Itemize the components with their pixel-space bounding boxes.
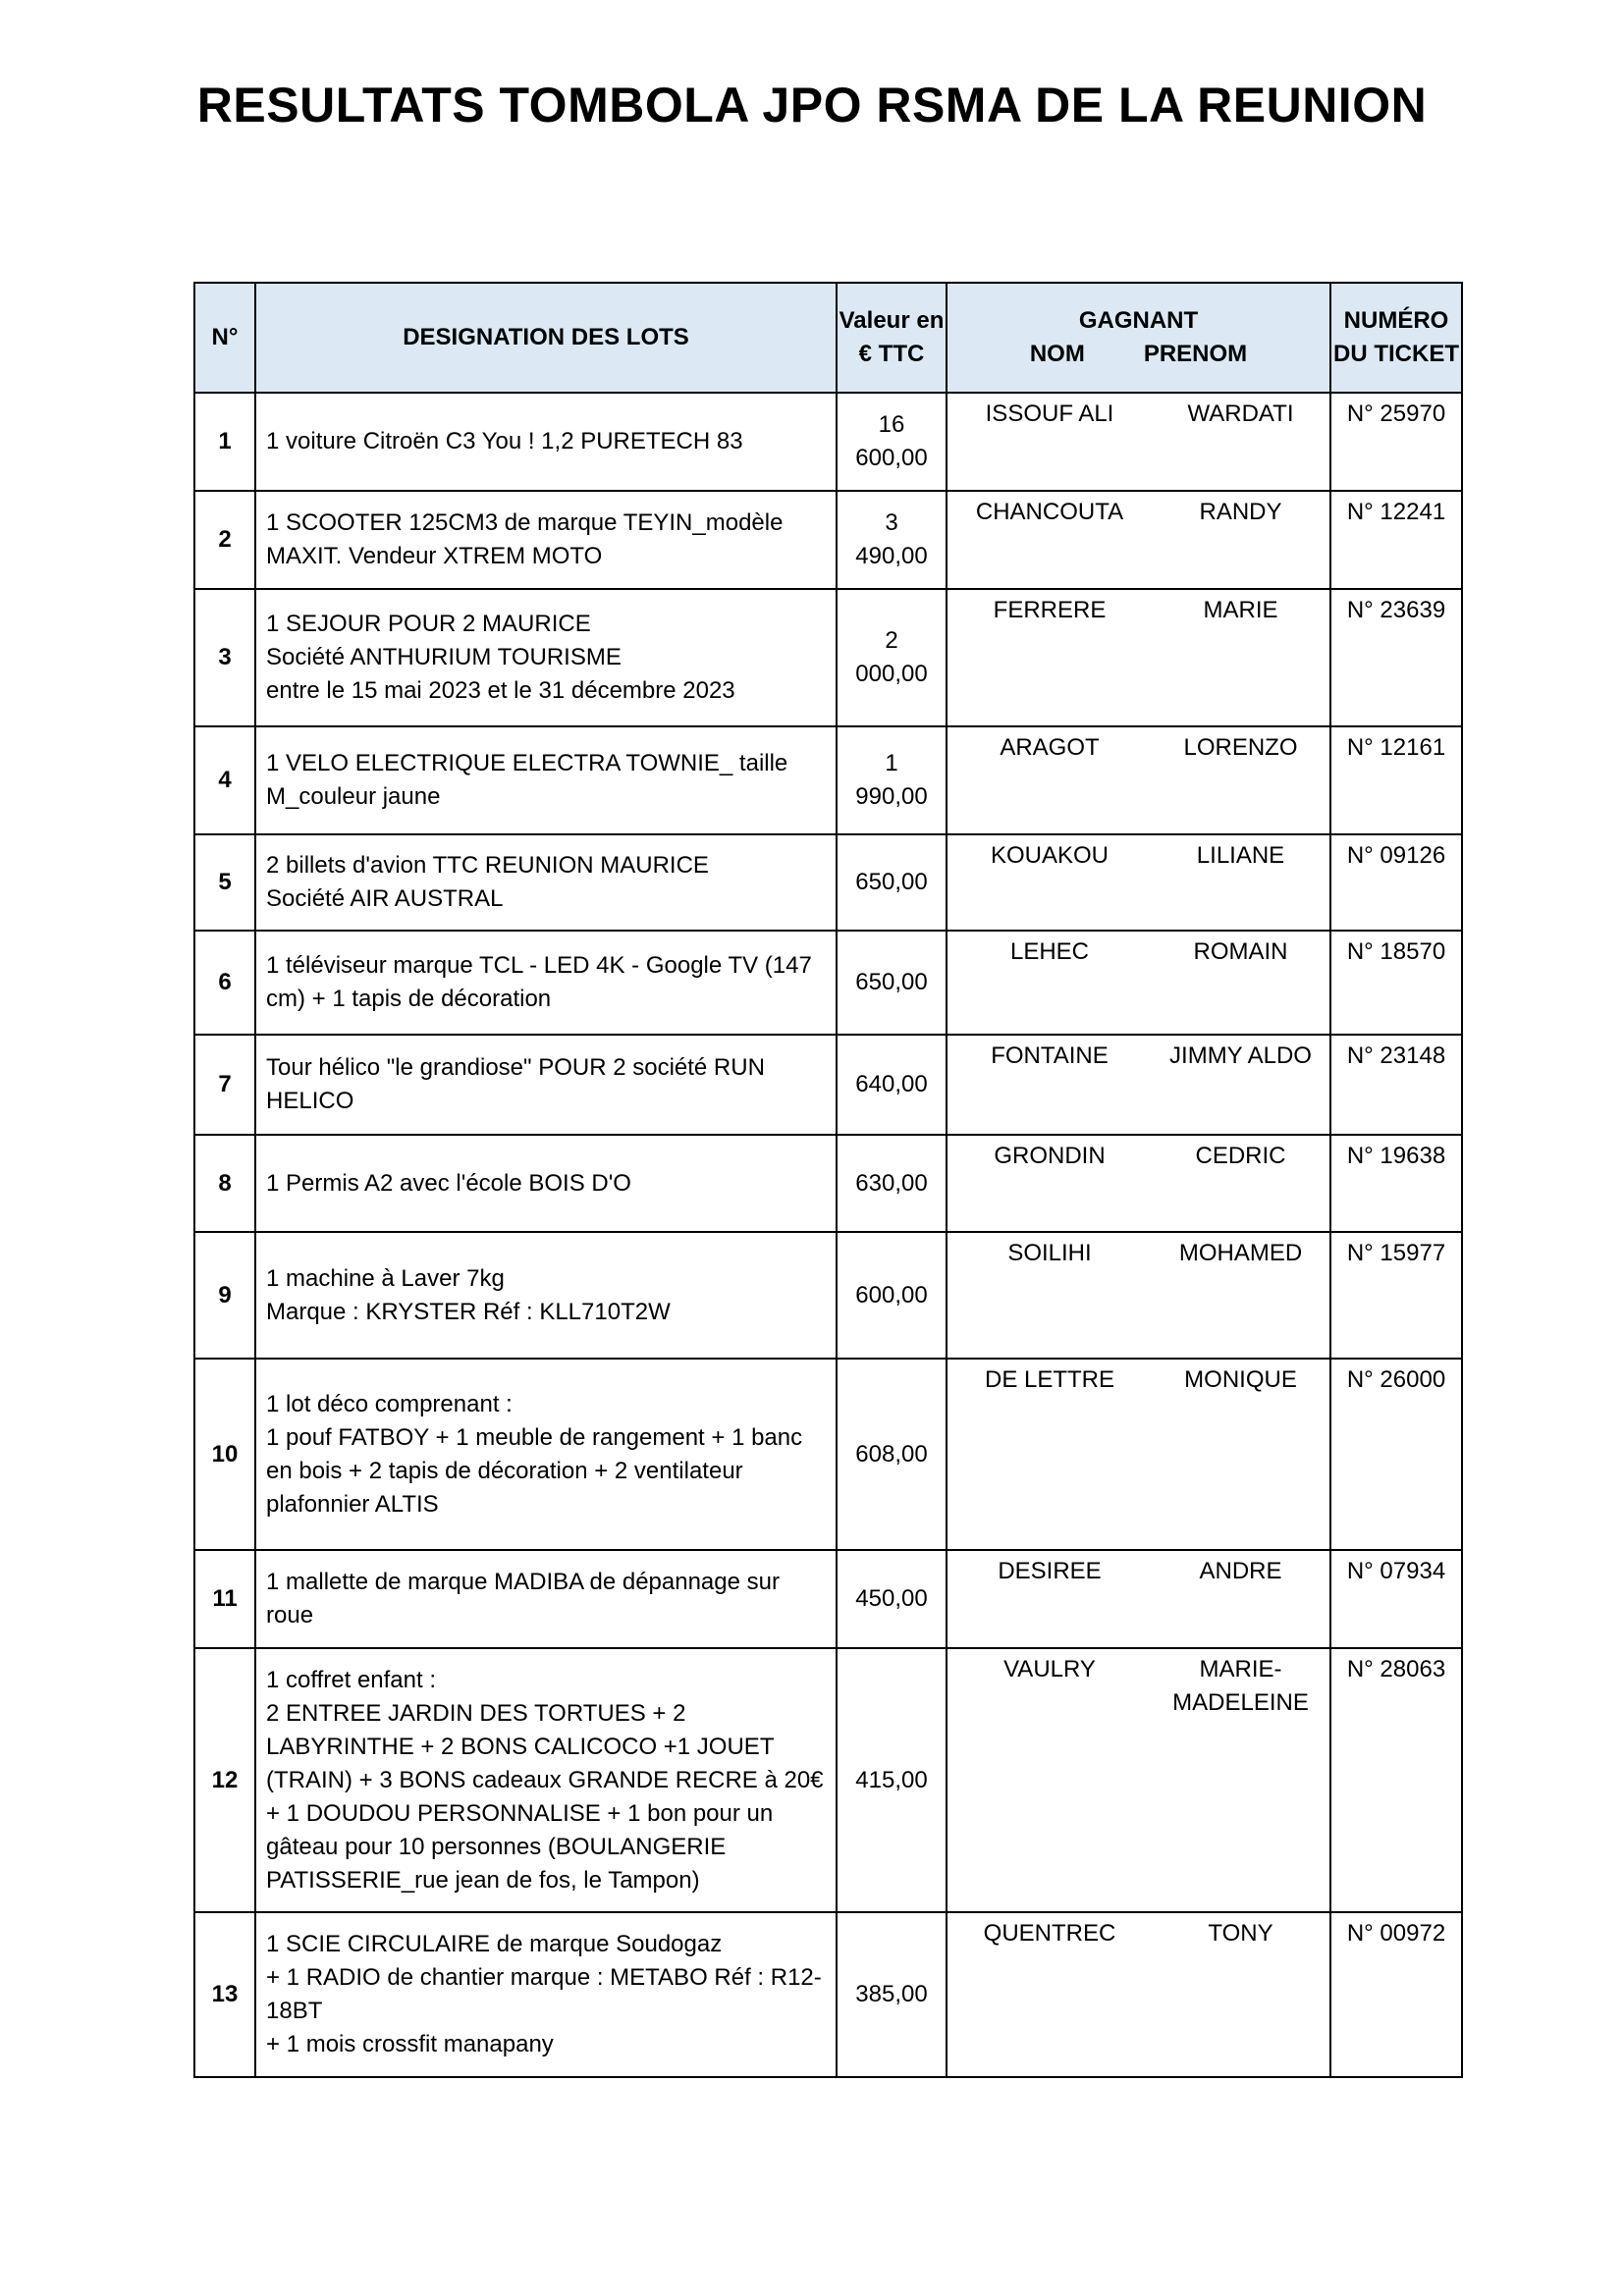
lot-designation: 1 SCOOTER 125CM3 de marque TEYIN_modèle MAXIT. Vendeur XTREM MOTO — [255, 491, 837, 589]
ticket-number: N° 26000 — [1330, 1359, 1462, 1550]
header-nom: NOM — [1029, 341, 1085, 367]
lot-designation: Tour hélico "le grandiose" POUR 2 société RUN HELICO — [255, 1035, 837, 1135]
winner-nom: GRONDIN — [947, 1135, 1152, 1232]
winner-prenom: ROMAIN — [1152, 931, 1330, 1035]
lot-designation: 1 téléviseur marque TCL - LED 4K - Google TV (147 cm) + 1 tapis de décoration — [255, 931, 837, 1035]
winner-nom: KOUAKOU — [947, 834, 1152, 931]
lot-number: 7 — [194, 1035, 255, 1135]
ticket-number: N° 18570 — [1330, 931, 1462, 1035]
lot-number: 8 — [194, 1135, 255, 1232]
winner-nom: DE LETTRE — [947, 1359, 1152, 1550]
table-row — [194, 1359, 1462, 1550]
lot-value: 415,00 — [837, 1648, 947, 1912]
winner-nom: ISSOUF ALI — [947, 393, 1152, 491]
lot-designation: 1 Permis A2 avec l'école BOIS D'O — [255, 1135, 837, 1232]
winner-nom: DESIREE — [947, 1550, 1152, 1648]
lot-designation: 1 coffret enfant : 2 ENTREE JARDIN DES TORTUES + 2 LABYRINTHE + 2 BONS CALICOCO +1 JOUET (TRAIN) + 3 BONS cadeaux GRANDE RECRE à 20€ + 1 DOUDOU PERSONNALISE + 1 bon pour un gâteau pour 10 personnes (BOULANGERIE PATISSERIE_rue jean de fos, le Tampon) — [255, 1648, 837, 1912]
winner-nom: QUENTREC — [947, 1912, 1152, 2077]
lot-number: 10 — [194, 1359, 255, 1550]
winner-prenom: MOHAMED — [1152, 1232, 1330, 1359]
table-row — [194, 589, 1462, 726]
ticket-number: N° 09126 — [1330, 834, 1462, 931]
lot-designation: 1 SEJOUR POUR 2 MAURICE Société ANTHURIUM TOURISME entre le 15 mai 2023 et le 31 décembre 2023 — [255, 589, 837, 726]
table-row — [194, 1232, 1462, 1359]
winner-prenom: TONY — [1152, 1912, 1330, 2077]
winner-nom: FERRERE — [947, 589, 1152, 726]
winner-nom: LEHEC — [947, 931, 1152, 1035]
table-row — [194, 1035, 1462, 1135]
winner-nom: ARAGOT — [947, 726, 1152, 834]
header-designation: DESIGNATION DES LOTS — [255, 283, 837, 393]
winner-prenom: CEDRIC — [1152, 1135, 1330, 1232]
ticket-number: N° 15977 — [1330, 1232, 1462, 1359]
winner-prenom: WARDATI — [1152, 393, 1330, 491]
lot-number: 2 — [194, 491, 255, 589]
header-prenom: PRENOM — [1143, 341, 1248, 367]
table-row — [194, 931, 1462, 1035]
lot-designation: 1 voiture Citroën C3 You ! 1,2 PURETECH 83 — [255, 393, 837, 491]
winner-nom: VAULRY — [947, 1648, 1152, 1912]
lot-number: 6 — [194, 931, 255, 1035]
winner-nom: CHANCOUTA — [947, 491, 1152, 589]
lot-designation: 1 lot déco comprenant : 1 pouf FATBOY + 1 meuble de rangement + 1 banc en bois + 2 tapis de décoration + 2 ventilateur plafonnier ALTIS — [255, 1359, 837, 1550]
winner-prenom: JIMMY ALDO — [1152, 1035, 1330, 1135]
winner-prenom: RANDY — [1152, 491, 1330, 589]
page-title: RESULTATS TOMBOLA JPO RSMA DE LA REUNION — [196, 78, 1428, 133]
table-row — [194, 491, 1462, 589]
ticket-number: N° 28063 — [1330, 1648, 1462, 1912]
ticket-number: N° 12241 — [1330, 491, 1462, 589]
lot-value: 650,00 — [837, 834, 947, 931]
lot-number: 5 — [194, 834, 255, 931]
ticket-number: N° 12161 — [1330, 726, 1462, 834]
winner-prenom: LILIANE — [1152, 834, 1330, 931]
table-header-row — [194, 283, 1462, 393]
winner-prenom: LORENZO — [1152, 726, 1330, 834]
lot-value: 1 990,00 — [837, 726, 947, 834]
ticket-number: N° 19638 — [1330, 1135, 1462, 1232]
lot-value: 16 600,00 — [837, 393, 947, 491]
lot-designation: 2 billets d'avion TTC REUNION MAURICE Société AIR AUSTRAL — [255, 834, 837, 931]
lot-designation: 1 machine à Laver 7kg Marque : KRYSTER Réf : KLL710T2W — [255, 1232, 837, 1359]
lot-value: 650,00 — [837, 931, 947, 1035]
header-valeur-label: Valeur en € TTC — [839, 307, 945, 367]
lot-value: 2 000,00 — [837, 589, 947, 726]
header-ticket: NUMÉRO DU TICKET — [1330, 283, 1462, 393]
lot-value: 630,00 — [837, 1135, 947, 1232]
lot-number: 9 — [194, 1232, 255, 1359]
winner-prenom: MARIE — [1152, 589, 1330, 726]
lot-value: 600,00 — [837, 1232, 947, 1359]
lot-number: 4 — [194, 726, 255, 834]
results-table — [193, 282, 1463, 2078]
ticket-number: N° 23148 — [1330, 1035, 1462, 1135]
winner-nom: FONTAINE — [947, 1035, 1152, 1135]
lot-value: 640,00 — [837, 1035, 947, 1135]
table-row — [194, 1648, 1462, 1912]
winner-prenom: MONIQUE — [1152, 1359, 1330, 1550]
lot-value: 385,00 — [837, 1912, 947, 2077]
table-row — [194, 726, 1462, 834]
lot-value: 608,00 — [837, 1359, 947, 1550]
table-row — [194, 834, 1462, 931]
lot-value: 3 490,00 — [837, 491, 947, 589]
winner-prenom: MARIE- MADELEINE — [1152, 1648, 1330, 1912]
lot-number: 13 — [194, 1912, 255, 2077]
winner-nom: SOILIHI — [947, 1232, 1152, 1359]
table-row — [194, 1135, 1462, 1232]
header-gagnant — [947, 283, 1330, 393]
table-row — [194, 1550, 1462, 1648]
ticket-number: N° 25970 — [1330, 393, 1462, 491]
header-gagnant-label: GAGNANT — [1078, 307, 1199, 334]
ticket-number: N° 07934 — [1330, 1550, 1462, 1648]
lot-value: 450,00 — [837, 1550, 947, 1648]
ticket-number: N° 00972 — [1330, 1912, 1462, 2077]
lot-designation: 1 SCIE CIRCULAIRE de marque Soudogaz + 1 RADIO de chantier marque : METABO Réf : R12-18BT + 1 mois crossfit manapany — [255, 1912, 837, 2077]
ticket-number: N° 23639 — [1330, 589, 1462, 726]
lot-number: 11 — [194, 1550, 255, 1648]
header-valeur — [837, 283, 947, 393]
lot-number: 12 — [194, 1648, 255, 1912]
header-num: N° — [194, 283, 255, 393]
table-row — [194, 1912, 1462, 2077]
lot-designation: 1 VELO ELECTRIQUE ELECTRA TOWNIE_ taille M_couleur jaune — [255, 726, 837, 834]
lot-number: 3 — [194, 589, 255, 726]
lot-designation: 1 mallette de marque MADIBA de dépannage sur roue — [255, 1550, 837, 1648]
winner-prenom: ANDRE — [1152, 1550, 1330, 1648]
table-row — [194, 393, 1462, 491]
lot-number: 1 — [194, 393, 255, 491]
